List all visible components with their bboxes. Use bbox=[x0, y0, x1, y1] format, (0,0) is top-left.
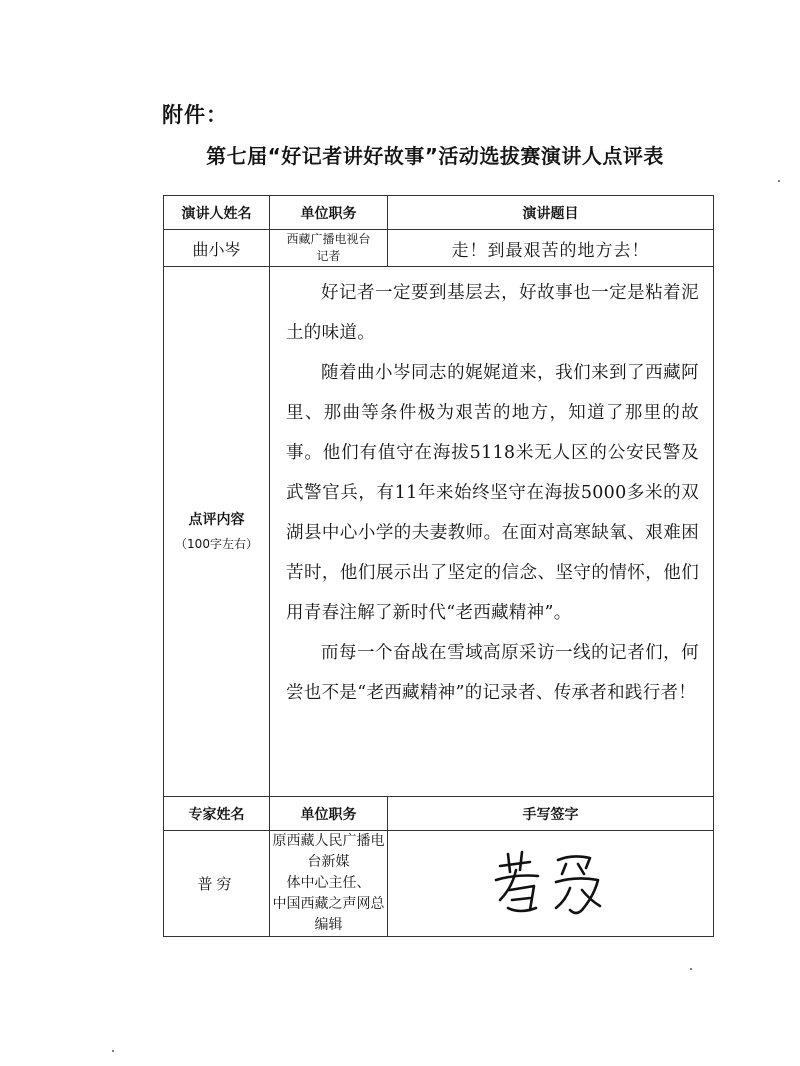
expert-name-header: 专家姓名 bbox=[164, 797, 270, 831]
document-title: 第七届“好记者讲好故事”活动选拔赛演讲人点评表 bbox=[206, 144, 664, 168]
review-paragraph-1: 好记者一定要到基层去，好故事也一定是粘着泥土的味道。 bbox=[286, 283, 699, 343]
review-paragraph-2: 随着曲小岑同志的娓娓道来，我们来到了西藏阿里、那曲等条件极为艰苦的地方，知道了那里的故事。他们有值守在海拔5118米无人区的公安民警及武警官兵，有11年来始终坚守在海拔5000多米的双湖县中心小学的夫妻教师。在面对高寒缺氧、艰难困苦时，他们展示出了坚定的信念、坚守的情怀，他们用青春注解了新时代“老西藏精神”。 bbox=[286, 363, 699, 623]
speech-topic-header: 演讲题目 bbox=[388, 196, 714, 230]
review-row bbox=[164, 267, 714, 797]
speaker-name: 曲小岑 bbox=[164, 230, 270, 267]
review-label: 点评内容 bbox=[188, 511, 245, 528]
signature-header: 手写签字 bbox=[388, 797, 714, 831]
expert-unit-line3: 中国西藏之声网总编辑 bbox=[272, 896, 385, 933]
scan-speck bbox=[778, 180, 780, 182]
review-label-cell bbox=[164, 267, 270, 797]
expert-info-row bbox=[164, 831, 714, 937]
expert-unit-line1: 原西藏人民广播电台新媒 bbox=[272, 833, 385, 870]
review-content bbox=[270, 267, 714, 797]
expert-header-row bbox=[164, 797, 714, 831]
expert-name: 普穷 bbox=[164, 831, 270, 937]
scan-speck bbox=[112, 1050, 114, 1052]
review-sub-label: （100字左右） bbox=[175, 536, 258, 551]
expert-unit bbox=[270, 831, 388, 937]
speaker-info-row bbox=[164, 230, 714, 267]
attachment-label: 附件： bbox=[162, 103, 228, 127]
speaker-unit-header: 单位职务 bbox=[270, 196, 388, 230]
speaker-header-row bbox=[164, 196, 714, 230]
signature-cell bbox=[388, 831, 714, 937]
expert-unit-header: 单位职务 bbox=[270, 797, 388, 831]
speaker-unit-line1: 西藏广播电视台 bbox=[286, 232, 371, 246]
speaker-name-header: 演讲人姓名 bbox=[164, 196, 270, 230]
expert-unit-line2: 体中心主任、 bbox=[286, 875, 371, 891]
speaker-unit-line2: 记者 bbox=[316, 249, 341, 263]
handwritten-signature bbox=[486, 844, 616, 924]
review-form-table bbox=[163, 195, 714, 937]
speech-topic: 走！到最艰苦的地方去！ bbox=[388, 230, 714, 267]
speaker-unit bbox=[270, 230, 388, 267]
review-paragraph-3: 而每一个奋战在雪域高原采访一线的记者们，何尝也不是“老西藏精神”的记录者、传承者和践行者！ bbox=[286, 643, 699, 703]
scan-speck bbox=[690, 968, 692, 970]
